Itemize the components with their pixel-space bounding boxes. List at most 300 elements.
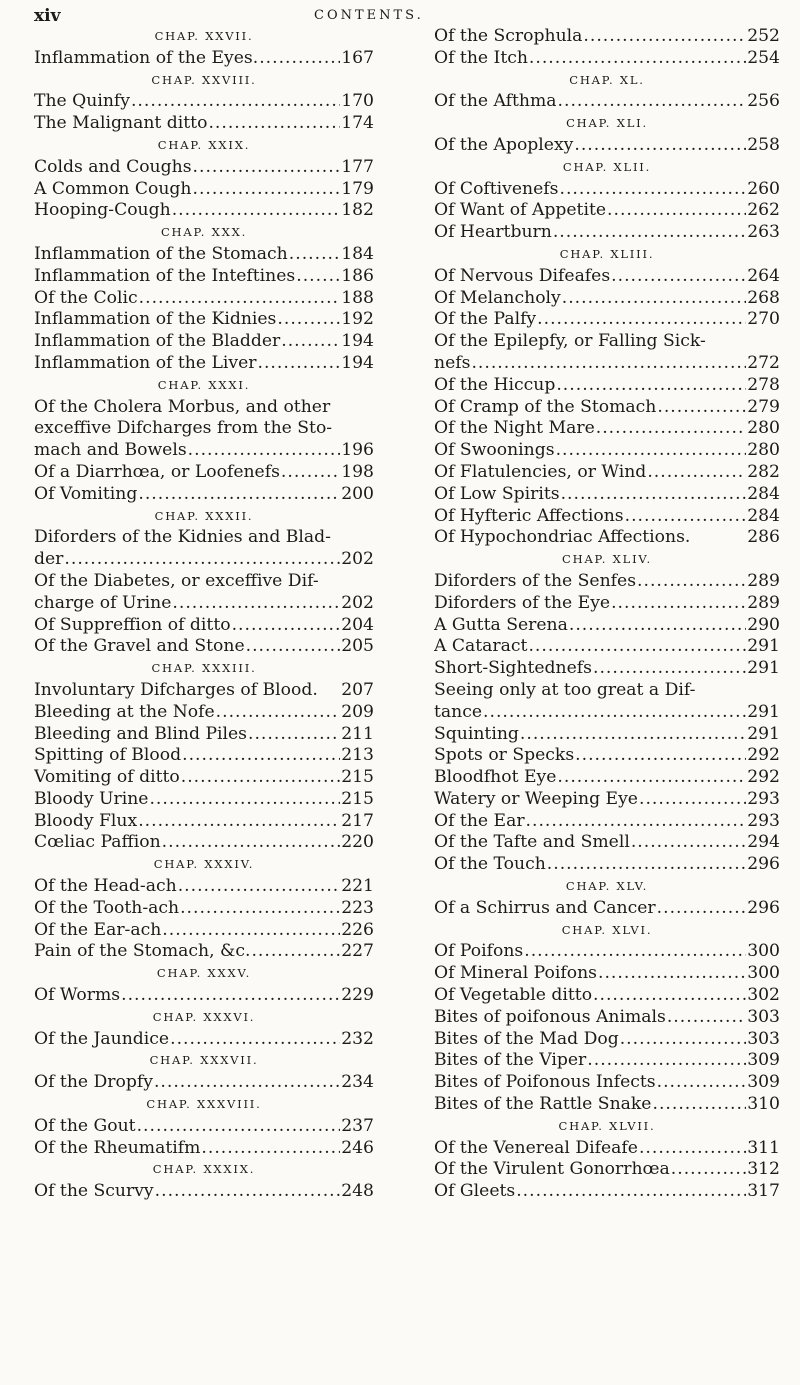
entry-title: Of Heartburn (434, 222, 552, 243)
dot-leader (64, 549, 340, 571)
entry-title: A Gutta Serena (434, 614, 568, 635)
entry-title: Short-Sightednefs (434, 658, 592, 679)
toc-entry (34, 636, 374, 658)
toc-entry (434, 353, 780, 375)
entry-page-number: 179 (341, 178, 374, 199)
toc-entry (34, 1072, 374, 1094)
entry-page-number: 170 (341, 91, 374, 112)
dot-leader (657, 1072, 747, 1094)
toc-entry (34, 266, 374, 288)
chapter-heading: CHAP. XXXIV. (153, 857, 255, 872)
entry-page-number: 310 (747, 1094, 780, 1115)
entry-title-line: Seeing only at too great a Dif- (434, 679, 696, 700)
entry-page-number: 182 (341, 200, 374, 221)
toc-entry (34, 462, 374, 484)
entry-page-number: 198 (341, 461, 374, 482)
entry-page-number: 291 (747, 658, 780, 679)
dot-leader (631, 832, 746, 854)
entry-title: Of Vomiting (34, 483, 138, 504)
entry-page-number: 248 (341, 1181, 374, 1202)
dot-leader (188, 440, 341, 462)
entry-page-number: 264 (747, 265, 780, 286)
toc-entry (434, 1181, 780, 1203)
entry-title: Of Low Spirits (434, 483, 560, 504)
entry-page-number: 188 (341, 287, 374, 308)
entry-page-number: 291 (747, 701, 780, 722)
dot-leader (575, 745, 746, 767)
dot-leader (281, 462, 340, 484)
entry-title: Of a Schirrus and Cancer (434, 897, 656, 918)
entry-title: Bites of the Viper (434, 1050, 587, 1071)
dot-leader (547, 854, 746, 876)
toc-entry (434, 1050, 780, 1072)
dot-leader (556, 375, 746, 397)
entry-page-number: 311 (747, 1137, 780, 1158)
entry-title: Of Mineral Poifons (434, 963, 597, 984)
entry-title: Of the Tafte and Smell (434, 832, 630, 853)
toc-entry (34, 898, 374, 920)
toc-entry (434, 985, 780, 1007)
dot-leader (520, 724, 746, 746)
entry-title: Watery or Weeping Eye (434, 788, 638, 809)
entry-title: Inflammation of the Liver (34, 352, 257, 373)
entry-title: Of Hypochondriac Affections. (434, 527, 691, 548)
toc-entry (34, 724, 374, 746)
toc-entry (434, 789, 780, 811)
entry-page-number: 221 (341, 876, 374, 897)
entry-page-number: 279 (747, 396, 780, 417)
toc-entry (34, 702, 374, 724)
entry-title: Diforders of the Senfes (434, 570, 637, 591)
entry-page-number: 229 (341, 985, 374, 1006)
entry-page-number: 213 (341, 745, 374, 766)
entry-title: Of the Virulent Gonorrhœa (434, 1159, 670, 1180)
entry-page-number: 211 (341, 723, 374, 744)
dot-leader (180, 898, 340, 920)
dot-leader (281, 331, 340, 353)
dot-leader (258, 353, 341, 375)
entry-title: Bloodfhot Eye (434, 767, 557, 788)
entry-page-number: 202 (341, 592, 374, 613)
entry-title: Of a Diarrhœa, or Loofenefs (34, 461, 280, 482)
entry-title: Of the Touch (434, 854, 546, 875)
entry-title: Colds and Coughs (34, 156, 192, 177)
running-title: CONTENTS. (314, 8, 424, 23)
toc-entry (434, 527, 780, 549)
toc-entry (34, 244, 374, 266)
entry-title-line: Diforders of the Kidnies and Blad- (34, 527, 331, 548)
toc-entry (434, 200, 780, 222)
toc-entry (34, 593, 374, 615)
entry-title: Of Want of Appetite (434, 200, 607, 221)
toc-entry (434, 854, 780, 876)
entry-title: Of the Palfy (434, 309, 537, 330)
entry-page-number: 184 (341, 243, 374, 264)
entry-title: Of the Venereal Difeafe (434, 1137, 638, 1158)
dot-leader (557, 767, 746, 789)
entry-page-number: 209 (341, 701, 374, 722)
entry-page-number: 270 (747, 309, 780, 330)
toc-entry (434, 767, 780, 789)
entry-page-number: 252 (747, 26, 780, 46)
toc-entry (434, 724, 780, 746)
toc-entry (34, 876, 374, 898)
dot-leader (182, 745, 340, 767)
entry-title: Inflammation of the Inteftines (34, 265, 296, 286)
dot-leader (178, 876, 341, 898)
entry-page-number: 280 (747, 440, 780, 461)
entry-title: Cœliac Paffion (34, 832, 161, 853)
dot-leader (569, 615, 746, 637)
dot-leader (483, 702, 746, 724)
entry-page-number: 200 (341, 483, 374, 504)
dot-leader (162, 832, 341, 854)
dot-leader (137, 1116, 341, 1138)
entry-title: der (34, 549, 64, 570)
dot-leader (537, 309, 746, 331)
chapter-heading: CHAP. XXXVIII. (146, 1097, 262, 1112)
toc-entry (434, 1007, 780, 1029)
entry-page-number: 223 (341, 897, 374, 918)
dot-leader (558, 91, 747, 113)
entry-title: Of the Tooth-ach (34, 897, 180, 918)
dot-leader (524, 941, 746, 963)
toc-entry (434, 941, 780, 963)
dot-leader (652, 1094, 746, 1116)
toc-entry (34, 1029, 374, 1051)
entry-title: Of the Scurvy (34, 1181, 154, 1202)
toc-entry (434, 135, 780, 157)
chapter-heading: CHAP. XLVI. (561, 922, 653, 937)
dot-leader (131, 91, 340, 113)
toc-entry (34, 811, 374, 833)
chapter-heading: CHAP. XXXII. (154, 508, 254, 523)
toc-entry (34, 745, 374, 767)
toc-entry (434, 593, 780, 615)
toc-entry (434, 222, 780, 244)
dot-leader (667, 1007, 746, 1029)
dot-leader (154, 1072, 340, 1094)
dot-leader (155, 1181, 341, 1203)
entry-title: Involuntary Difcharges of Blood. (34, 679, 318, 700)
entry-page-number: 291 (747, 636, 780, 657)
entry-title: Of the Head-ach (34, 876, 177, 897)
entry-title: Of Hyfteric Affections (434, 505, 624, 526)
entry-title: A Common Cough (34, 178, 192, 199)
entry-page-number: 296 (747, 854, 780, 875)
toc-entry (34, 549, 374, 571)
dot-leader (471, 353, 746, 375)
entry-page-number: 286 (747, 527, 780, 548)
entry-page-number: 260 (747, 178, 780, 199)
entry-title: Of the Scrophula (434, 26, 583, 46)
entry-page-number: 289 (747, 570, 780, 591)
dot-leader (248, 724, 340, 746)
toc-entry (34, 157, 374, 179)
entry-title: Of Worms (34, 985, 121, 1006)
entry-page-number: 300 (747, 941, 780, 962)
toc-entry (34, 832, 374, 854)
dot-leader (139, 288, 341, 310)
entry-title: Bloody Flux (34, 810, 138, 831)
entry-page-number: 284 (747, 483, 780, 504)
dot-leader (259, 48, 340, 70)
entry-title-line: Of the Epilepfy, or Falling Sick- (434, 331, 706, 352)
dot-leader (277, 309, 340, 331)
toc-entry (34, 680, 374, 702)
toc-entry (434, 440, 780, 462)
dot-leader (526, 811, 747, 833)
toc-entry (434, 1138, 780, 1160)
toc-entry (434, 615, 780, 637)
toc-entry (34, 48, 374, 70)
dot-leader (596, 418, 746, 440)
entry-page-number: 294 (747, 832, 780, 853)
dot-leader (625, 506, 747, 528)
entry-page-number: 291 (747, 723, 780, 744)
entry-page-number: 227 (341, 941, 374, 962)
entry-title: Inflammation of the Eyes. (34, 47, 259, 68)
chapter-heading: CHAP. XXXVI. (152, 1009, 256, 1024)
dot-leader (607, 200, 746, 222)
toc-entry (34, 440, 374, 462)
chapter-heading: CHAP. XXIX. (157, 137, 251, 152)
entry-page-number: 289 (747, 592, 780, 613)
dot-leader (528, 636, 746, 658)
chapter-heading: CHAP. XLIV. (562, 552, 652, 567)
entry-title: Inflammation of the Bladder (34, 331, 281, 352)
dot-leader (516, 1181, 746, 1203)
dot-leader (671, 1159, 746, 1181)
toc-entry (34, 1181, 374, 1203)
dot-leader (138, 811, 340, 833)
dot-leader (296, 266, 340, 288)
toc-entry (434, 179, 780, 201)
entry-title: charge of Urine (34, 592, 172, 613)
entry-page-number: 263 (747, 222, 780, 243)
toc-entry (434, 1094, 780, 1116)
toc-entry (434, 288, 780, 310)
dot-leader (593, 985, 746, 1007)
toc-entry (434, 1072, 780, 1094)
entry-page-number: 246 (341, 1137, 374, 1158)
chapter-heading: CHAP. XLI. (566, 116, 648, 131)
toc-entry (434, 375, 780, 397)
dot-leader (587, 1050, 746, 1072)
chapter-heading: CHAP. XXXVII. (149, 1053, 259, 1068)
dot-leader (562, 288, 746, 310)
entry-title: Of the Apoplexy (434, 134, 574, 155)
dot-leader (172, 593, 340, 615)
dot-leader (289, 244, 340, 266)
chapter-heading: CHAP. XXX. (160, 225, 248, 240)
toc-entry (434, 266, 780, 288)
entry-title: Spitting of Blood (34, 745, 182, 766)
entry-page-number: 292 (747, 745, 780, 766)
entry-page-number: 292 (747, 767, 780, 788)
entry-page-number: 186 (341, 265, 374, 286)
entry-title: Bleeding at the Nofe (34, 701, 215, 722)
entry-page-number: 177 (341, 156, 374, 177)
entry-page-number: 258 (747, 134, 780, 155)
toc-entry (34, 920, 374, 942)
chapter-heading: CHAP. XXXIX. (152, 1162, 256, 1177)
dot-leader (193, 157, 341, 179)
entry-page-number: 303 (747, 1028, 780, 1049)
dot-leader (583, 26, 746, 48)
entry-title: Bites of the Rattle Snake (434, 1094, 652, 1115)
dot-leader (138, 484, 340, 506)
entry-title: Diforders of the Eye (434, 592, 611, 613)
toc-entry (434, 571, 780, 593)
toc-entry (434, 418, 780, 440)
dot-leader (121, 985, 340, 1007)
entry-title: nefs (434, 352, 471, 373)
dot-leader (553, 222, 746, 244)
toc-entry (434, 1159, 780, 1181)
dot-leader (170, 1029, 340, 1051)
entry-title-line: Of the Diabetes, or exceffive Dif- (34, 570, 319, 591)
entry-page-number: 293 (747, 788, 780, 809)
entry-title: Of the Gravel and Stone (34, 636, 245, 657)
entry-page-number: 268 (747, 287, 780, 308)
chapter-heading: CHAP. XXVII. (154, 29, 254, 43)
entry-page-number: 284 (747, 505, 780, 526)
chapter-heading: CHAP. XXXIII. (151, 661, 257, 676)
toc-entry (34, 353, 374, 375)
entry-page-number: 234 (341, 1072, 374, 1093)
entry-title: Of the Colic (34, 287, 138, 308)
entry-title: Of Vegetable ditto (434, 985, 593, 1006)
toc-entry (434, 702, 780, 724)
entry-page-number: 282 (747, 461, 780, 482)
chapter-heading: CHAP. XL. (569, 72, 645, 87)
entry-title: mach and Bowels (34, 440, 187, 461)
entry-title: Bloody Urine (34, 788, 149, 809)
entry-title: Inflammation of the Kidnies (34, 309, 277, 330)
entry-page-number: 280 (747, 418, 780, 439)
entry-title: Vomiting of ditto (34, 767, 180, 788)
entry-title: Of the Gout (34, 1115, 136, 1136)
dot-leader (611, 593, 746, 615)
entry-page-number: 196 (341, 440, 374, 461)
entry-title-line: exceffive Difcharges from the Sto- (34, 418, 333, 439)
chapter-heading: CHAP. XXVIII. (151, 72, 257, 87)
entry-title: Bites of poifonous Animals (434, 1006, 666, 1027)
toc-entry (434, 636, 780, 658)
dot-leader (556, 440, 747, 462)
entry-page-number: 309 (747, 1072, 780, 1093)
entry-title: Of Coftivenefs (434, 178, 559, 199)
entry-title: Of Melancholy (434, 287, 561, 308)
chapter-heading: CHAP. XXXV. (156, 966, 252, 981)
toc-entry (434, 48, 780, 70)
entry-title: Pain of the Stomach, &c. (34, 941, 251, 962)
page-number: xiv (34, 6, 61, 26)
chapter-heading: CHAP. XLII. (562, 159, 652, 174)
entry-page-number: 174 (341, 113, 374, 134)
toc-entry (434, 506, 780, 528)
entry-title: The Malignant ditto (34, 113, 208, 134)
toc-entry (34, 91, 374, 113)
chapter-heading: CHAP. XLV. (565, 879, 649, 894)
toc-entry (34, 200, 374, 222)
page-header (34, 4, 774, 26)
entry-page-number: 278 (747, 374, 780, 395)
dot-leader (216, 702, 341, 724)
entry-title: Of Cramp of the Stomach (434, 396, 657, 417)
dot-leader (559, 179, 746, 201)
dot-leader (598, 963, 746, 985)
entry-title: Of the Night Mare (434, 418, 595, 439)
entry-title: Of Poifons (434, 941, 524, 962)
entry-title: Of Nervous Difeafes (434, 265, 611, 286)
entry-title: A Cataract (434, 636, 528, 657)
entry-page-number: 303 (747, 1006, 780, 1027)
entry-page-number: 215 (341, 767, 374, 788)
entry-page-number: 192 (341, 309, 374, 330)
dot-leader (637, 571, 746, 593)
toc-entry (434, 91, 780, 113)
entry-title: Of Gleets (434, 1181, 516, 1202)
entry-page-number: 207 (341, 679, 374, 700)
dot-leader (639, 1138, 746, 1160)
dot-leader (246, 636, 341, 658)
entry-page-number: 237 (341, 1115, 374, 1136)
toc-entry (434, 1029, 780, 1051)
dot-leader (208, 113, 340, 135)
entry-title: The Quinfy (34, 91, 130, 112)
entry-page-number: 262 (747, 200, 780, 221)
chapter-heading: CHAP. XLIII. (559, 246, 655, 261)
dot-leader (639, 789, 746, 811)
entry-page-number: 204 (341, 614, 374, 635)
entry-page-number: 226 (341, 919, 374, 940)
entry-title: Of the Afthma (434, 91, 557, 112)
entry-title: Squinting (434, 723, 519, 744)
entry-title: Of Suppreffion of ditto (34, 614, 231, 635)
contents-column-left (34, 26, 374, 1203)
toc-entry (434, 963, 780, 985)
toc-entry (34, 985, 374, 1007)
entry-page-number: 194 (341, 331, 374, 352)
entry-title: Spots or Specks (434, 745, 575, 766)
entry-page-number: 290 (747, 614, 780, 635)
dot-leader (251, 941, 340, 963)
entry-page-number: 205 (341, 636, 374, 657)
toc-entry (434, 658, 780, 680)
entry-title: Of the Hiccup (434, 374, 556, 395)
entry-page-number: 202 (341, 549, 374, 570)
toc-entry (34, 113, 374, 135)
dot-leader (232, 615, 341, 637)
toc-entry (34, 1138, 374, 1160)
entry-page-number: 254 (747, 47, 780, 68)
entry-title: Inflammation of the Stomach (34, 243, 288, 264)
dot-leader (181, 767, 340, 789)
toc-entry (34, 484, 374, 506)
toc-entry (434, 397, 780, 419)
toc-entry (434, 898, 780, 920)
entry-page-number: 293 (747, 810, 780, 831)
dot-leader (611, 266, 746, 288)
dot-leader (529, 48, 746, 70)
entry-page-number: 220 (341, 832, 374, 853)
entry-page-number: 309 (747, 1050, 780, 1071)
entry-page-number: 302 (747, 985, 780, 1006)
dot-leader (620, 1029, 746, 1051)
entry-title-line: Of the Cholera Morbus, and other (34, 396, 331, 417)
